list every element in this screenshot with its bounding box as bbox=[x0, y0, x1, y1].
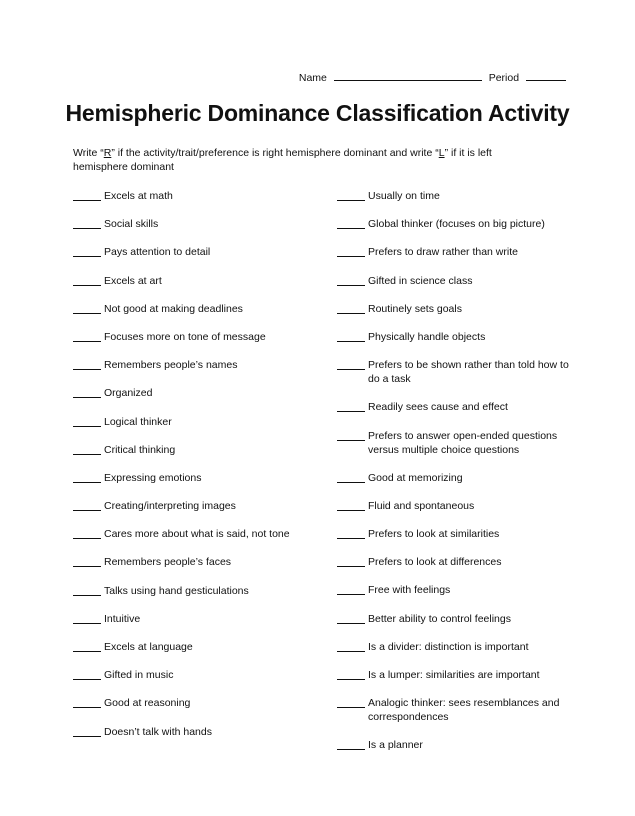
answer-blank[interactable] bbox=[337, 566, 365, 567]
item-label: Prefers to draw rather than write bbox=[368, 246, 518, 259]
item-label: Prefers to look at similarities bbox=[368, 528, 500, 541]
answer-blank[interactable] bbox=[337, 651, 365, 652]
list-item bbox=[73, 725, 333, 739]
answer-blank[interactable] bbox=[73, 482, 101, 483]
item-label: Cares more about what is said, not tone bbox=[104, 528, 290, 541]
name-period-header bbox=[0, 72, 566, 84]
item-label: Remembers people’s names bbox=[104, 359, 238, 372]
item-label: Good at memorizing bbox=[368, 471, 463, 484]
answer-blank[interactable] bbox=[337, 285, 365, 286]
period-label: Period bbox=[488, 72, 520, 84]
answer-blank[interactable] bbox=[73, 707, 101, 708]
item-label: Is a planner bbox=[368, 739, 423, 752]
item-label: Readily sees cause and effect bbox=[368, 401, 508, 414]
answer-blank[interactable] bbox=[337, 749, 365, 750]
item-label: Gifted in music bbox=[104, 669, 174, 682]
list-item bbox=[73, 471, 333, 485]
answer-blank[interactable] bbox=[337, 679, 365, 680]
answer-blank[interactable] bbox=[73, 510, 101, 511]
list-item bbox=[73, 668, 333, 682]
item-label: Free with feelings bbox=[368, 584, 451, 597]
answer-blank[interactable] bbox=[73, 651, 101, 652]
period-field[interactable] bbox=[526, 79, 566, 81]
instructions-part-1: Write “ bbox=[73, 147, 104, 159]
item-label: Remembers people’s faces bbox=[104, 556, 232, 569]
name-label: Name bbox=[298, 72, 327, 84]
answer-blank[interactable] bbox=[73, 736, 101, 737]
item-label: Good at reasoning bbox=[104, 697, 191, 710]
item-label: Excels at language bbox=[104, 641, 193, 653]
answer-blank[interactable] bbox=[337, 256, 365, 257]
list-item bbox=[73, 527, 333, 541]
answer-blank[interactable] bbox=[73, 538, 101, 539]
answer-blank[interactable] bbox=[73, 313, 101, 314]
list-item bbox=[73, 330, 333, 344]
answer-blank[interactable] bbox=[337, 411, 365, 412]
answer-blank[interactable] bbox=[73, 679, 101, 680]
item-label: Routinely sets goals bbox=[368, 302, 462, 315]
list-item bbox=[73, 189, 333, 203]
answer-blank[interactable] bbox=[337, 482, 365, 483]
list-item bbox=[73, 640, 333, 654]
list-item bbox=[337, 696, 582, 724]
item-label: Prefers to answer open-ended questions versus multiple choice questions bbox=[368, 429, 558, 456]
item-label: Prefers to look at differences bbox=[368, 556, 502, 569]
list-item bbox=[337, 429, 582, 457]
list-item bbox=[337, 245, 582, 259]
name-field[interactable] bbox=[334, 79, 482, 81]
item-label: Critical thinking bbox=[104, 443, 176, 456]
answer-blank[interactable] bbox=[337, 200, 365, 201]
right-column-list bbox=[337, 189, 582, 767]
list-item bbox=[337, 302, 582, 316]
answer-blank[interactable] bbox=[337, 510, 365, 511]
list-item bbox=[337, 400, 582, 414]
item-label: Social skills bbox=[104, 218, 159, 231]
item-label: Creating/interpreting images bbox=[104, 500, 236, 513]
list-item bbox=[73, 443, 333, 457]
answer-blank[interactable] bbox=[73, 566, 101, 567]
list-item bbox=[337, 583, 582, 597]
answer-blank[interactable] bbox=[337, 538, 365, 539]
answer-blank[interactable] bbox=[337, 440, 365, 441]
list-item bbox=[73, 584, 333, 598]
l-letter: L bbox=[438, 147, 445, 159]
list-item bbox=[73, 245, 333, 259]
list-item bbox=[73, 302, 333, 316]
answer-blank[interactable] bbox=[73, 200, 101, 201]
answer-blank[interactable] bbox=[73, 623, 101, 624]
item-label: Focuses more on tone of message bbox=[104, 330, 266, 343]
answer-blank[interactable] bbox=[73, 256, 101, 257]
list-item bbox=[337, 499, 582, 513]
answer-blank[interactable] bbox=[73, 228, 101, 229]
item-label: Expressing emotions bbox=[104, 471, 202, 484]
page-title: Hemispheric Dominance Classification Activity bbox=[65, 100, 570, 126]
item-label: Is a lumper: similarities are important bbox=[368, 669, 540, 681]
item-label: Intuitive bbox=[104, 612, 141, 625]
answer-blank[interactable] bbox=[337, 369, 365, 370]
answer-blank[interactable] bbox=[337, 594, 365, 595]
list-item bbox=[337, 274, 582, 288]
item-label: Physically handle objects bbox=[368, 330, 486, 343]
list-item bbox=[337, 217, 582, 231]
answer-blank[interactable] bbox=[73, 595, 101, 596]
answer-blank[interactable] bbox=[73, 369, 101, 370]
item-label: Doesn’t talk with hands bbox=[104, 725, 212, 738]
item-label: Usually on time bbox=[368, 190, 440, 202]
list-item bbox=[73, 386, 333, 400]
instructions-part-3: ” if it is left hemisphere dominant bbox=[73, 147, 492, 173]
list-item bbox=[73, 217, 333, 231]
list-item bbox=[337, 527, 582, 541]
answer-blank[interactable] bbox=[337, 228, 365, 229]
list-item bbox=[337, 612, 582, 626]
item-label: Not good at making deadlines bbox=[104, 302, 243, 315]
answer-blank[interactable] bbox=[73, 397, 101, 398]
answer-blank[interactable] bbox=[73, 341, 101, 342]
answer-blank[interactable] bbox=[337, 313, 365, 314]
item-label: Fluid and spontaneous bbox=[368, 499, 475, 512]
item-label: Logical thinker bbox=[104, 415, 172, 428]
item-label: Excels at math bbox=[104, 190, 173, 202]
item-label: Is a divider: distinction is important bbox=[368, 640, 529, 653]
item-label: Excels at art bbox=[104, 274, 162, 287]
list-item bbox=[337, 738, 582, 752]
left-column-list bbox=[73, 189, 333, 753]
list-item bbox=[73, 499, 333, 513]
list-item bbox=[337, 555, 582, 569]
item-label: Global thinker (focuses on big picture) bbox=[368, 218, 545, 231]
list-item bbox=[337, 640, 582, 654]
answer-blank[interactable] bbox=[73, 454, 101, 455]
item-label: Better ability to control feelings bbox=[368, 612, 511, 625]
list-item bbox=[337, 668, 582, 682]
item-label: Gifted in science class bbox=[368, 274, 473, 287]
answer-blank[interactable] bbox=[73, 426, 101, 427]
list-item bbox=[73, 612, 333, 626]
list-item bbox=[337, 358, 582, 386]
answer-blank[interactable] bbox=[337, 341, 365, 342]
answer-blank[interactable] bbox=[337, 623, 365, 624]
item-label: Pays attention to detail bbox=[104, 246, 211, 259]
answer-blank[interactable] bbox=[73, 285, 101, 286]
list-item bbox=[337, 471, 582, 485]
item-label: Organized bbox=[104, 387, 153, 400]
instructions-part-2: ” if the activity/trait/preference is right hemisphere dominant and write “ bbox=[111, 147, 439, 159]
list-item bbox=[73, 555, 333, 569]
list-item bbox=[337, 330, 582, 344]
list-item bbox=[73, 274, 333, 288]
item-label: Prefers to be shown rather than told how to do a task bbox=[368, 359, 569, 386]
list-item bbox=[73, 696, 333, 710]
r-letter: R bbox=[103, 147, 112, 159]
answer-blank[interactable] bbox=[337, 707, 365, 708]
list-item bbox=[73, 415, 333, 429]
instructions bbox=[73, 147, 543, 174]
item-label: Analogic thinker: sees resemblances and correspondences bbox=[368, 697, 560, 724]
list-item bbox=[337, 189, 582, 203]
item-label: Talks using hand gesticulations bbox=[104, 584, 249, 597]
list-item bbox=[73, 358, 333, 372]
